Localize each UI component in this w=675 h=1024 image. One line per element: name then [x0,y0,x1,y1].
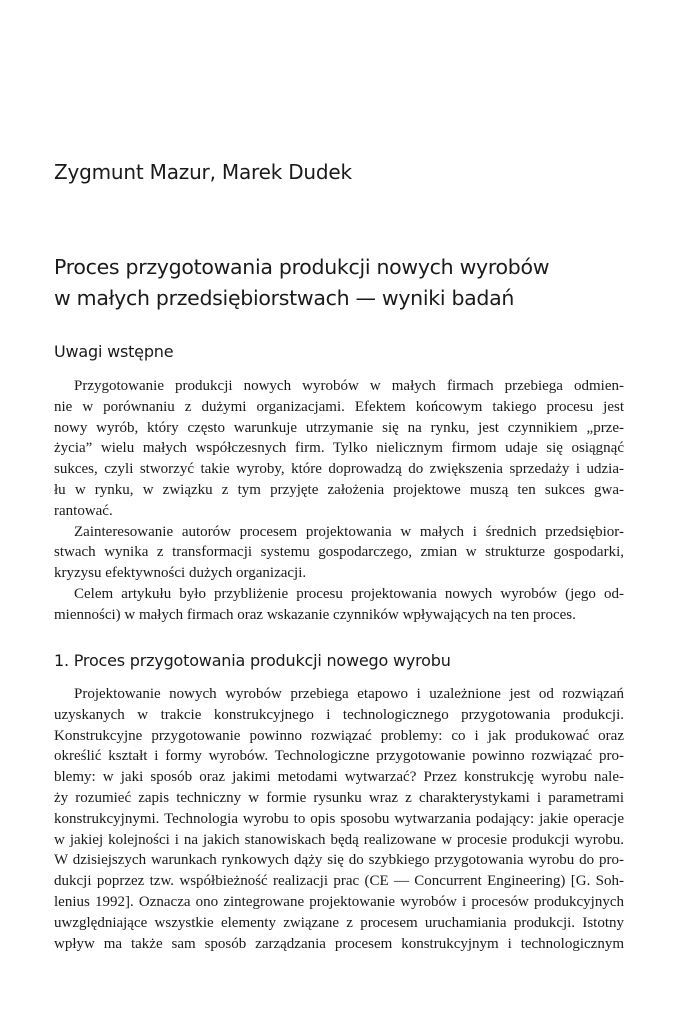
section1-paragraphs [54,684,624,954]
text-line: Projektowanie nowych wyrobów przebiega etapowo i uzależnione jest od rozwiązań [74,686,624,702]
title-line: w małych przedsiębiorstwach — wyniki badań [54,286,515,310]
text-line: sukces, czyli stworzyć takie wyroby, które doprowadzą do zwiększenia sprzedaży i udzia- [54,461,624,478]
text-line: W dzisiejszych warunkach rynkowych dąży się do szybkiego przygotowania wyrobu do pro- [54,852,624,869]
text-line: mienności) w małych firmach oraz wskazanie czynników wpływających na ten proces. [54,606,576,623]
text-line: rantować. [54,502,113,519]
text-line: Celem artykułu było przybliżenie procesu projektowania nowych wyrobów (jego od- [74,585,624,602]
text-line: blemy: w jaki sposób oraz jakimi metodami wytwarzać? Przez konstrukcję wyrobu nale- [54,769,624,786]
text-line: określić kształt i formy wyrobów. Technologiczne przygotowanie powinno rozwiązać pro- [54,748,624,765]
text-line: ży rozumieć zapis techniczny w formie rysunku wraz z charakterystykami i parametrami [54,789,624,806]
text-line: kryzysu efektywności dużych organizacji. [54,565,307,582]
text-line: nie w porównaniu z dużymi organizacjami. Efektem końcowym takiego procesu jest [54,398,624,415]
text-line: uwzględniające wszystkie elementy związane z procesem uruchamiania produkcji. Istotny [54,914,624,931]
text-line: życia” wielu małych współczesnych firm. Tylko nielicznym firmom udaje się osiągnąć [54,440,624,457]
text-line: łu w rynku, w związku z tym przyjęte założenia projektowe muszą ten sukces gwa- [54,481,624,498]
text-line: lenius 1992]. Oznacza ono zintegrowane projektowanie wyrobów i procesów produkcyjnych [54,893,624,910]
text-line: Przygotowanie produkcji nowych wyrobów w małych firmach przebiega odmien- [74,378,624,394]
text-line: stwach wynika z transformacji systemu gospodarczego, zmian w strukturze gospodarki, [54,544,624,561]
authors: Zygmunt Mazur, Marek Dudek [54,160,352,184]
title-line: Proces przygotowania produkcji nowych wyrobów [54,255,550,279]
text-line: w jakiej kolejności i na jakich stanowiskach będą realizowane w procesie produkcji wyrobu. [54,831,624,848]
text-line: uzyskanych w trakcie konstrukcyjnego i technologicznego przygotowania produkcji. [54,706,624,723]
text-line: wpływ ma także sam sposób zarządzania procesem konstrukcyjnym i technologicznym [54,935,624,952]
section-heading-1: 1. Proces przygotowania produkcji nowego wyrobu [54,651,451,670]
intro-paragraphs [54,376,624,626]
text-line: Zainteresowanie autorów procesem projektowania w małych i średnich przedsiębior- [74,523,624,540]
text-line: konstrukcyjnymi. Technologia wyrobu to opis sposobu wytwarzania podający: jakie operacje [54,810,624,827]
text-line: dukcji poprzez tzw. współbieżność realizacji prac (CE — Concurrent Engineering) [G. Soh- [54,873,624,890]
section-heading-intro: Uwagi wstępne [54,342,174,361]
text-line: nowy wyrób, który często warunkuje utrzymanie się na rynku, jest czynnikiem „prze- [54,419,624,436]
text-line: Konstrukcyjne przygotowanie powinno rozwiązać problemy: co i jak produkować oraz [54,727,624,744]
article-title [54,252,634,314]
